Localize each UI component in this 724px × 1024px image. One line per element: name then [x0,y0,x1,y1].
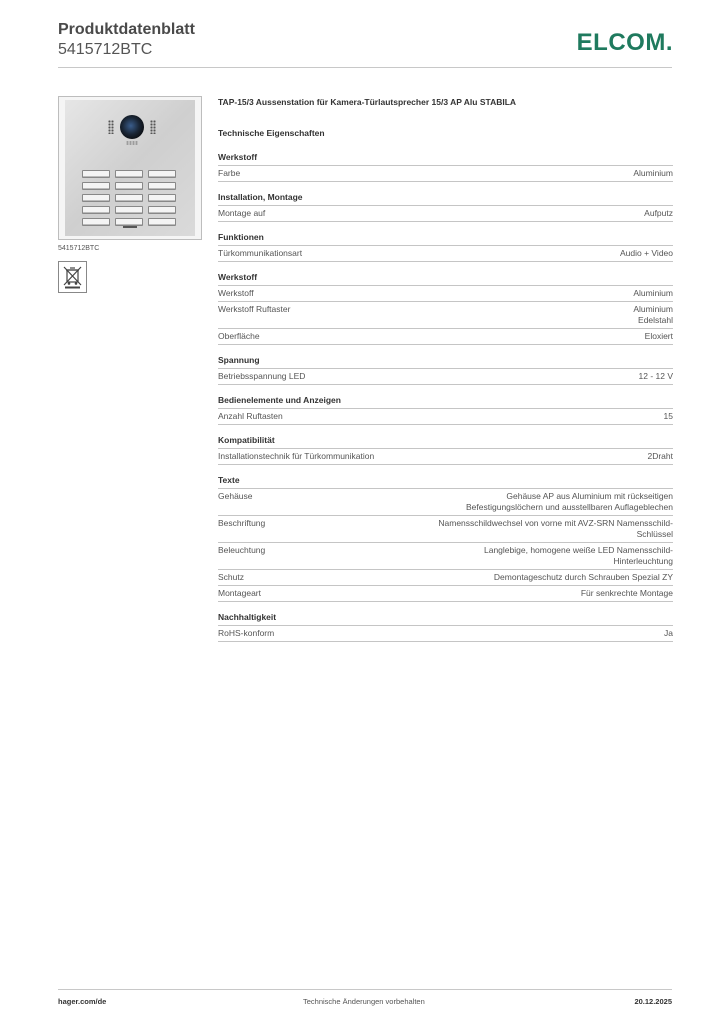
spec-value: Aluminium [633,168,673,178]
call-button-plate [115,218,143,226]
spec-label: Montage auf [218,208,266,218]
spec-label: Werkstoff [218,288,254,298]
call-button-plate [148,182,176,190]
spec-label: Beleuchtung [218,545,266,555]
spec-label: Betriebsspannung LED [218,371,306,381]
spec-section [218,395,673,425]
spec-section [218,612,673,642]
call-button-plate [115,194,143,202]
spec-section [218,192,673,222]
specification-column [218,96,673,642]
spec-label: Werkstoff Ruftaster [218,304,291,314]
call-button-plate [82,170,110,178]
footer-website[interactable]: hager.com/de [58,997,107,1006]
call-button-plate [148,170,176,178]
spec-row [218,570,673,586]
spec-sections [218,152,673,642]
spec-value: 12 - 12 V [638,371,673,381]
footer-date: 20.12.2025 [634,997,672,1006]
spec-value: Demontageschutz durch Schrauben Spezial ZY [493,572,673,582]
spec-section [218,435,673,465]
spec-row [218,369,673,385]
speaker-grille-right [150,120,156,134]
section-title: Bedienelemente und Anzeigen [218,395,673,409]
section-title: Texte [218,475,673,489]
footer-disclaimer: Technische Änderungen vorbehalten [303,997,425,1006]
spec-label: Farbe [218,168,241,178]
call-button-grid [82,170,176,226]
spec-value: Aluminium [633,288,673,298]
properties-heading: Technische Eigenschaften [218,128,325,138]
header-divider [58,67,672,68]
microphone-holes [126,141,138,145]
spec-row [218,449,673,465]
call-button-plate [82,206,110,214]
section-title: Kompatibilität [218,435,673,449]
spec-row [218,302,673,329]
section-title: Funktionen [218,232,673,246]
spec-label: Oberfläche [218,331,260,341]
spec-label: Gehäuse [218,491,253,501]
spec-section [218,355,673,385]
spec-label: RoHS-konform [218,628,275,638]
spec-value: 2Draht [647,451,673,461]
product-image [58,96,202,240]
panel-brand-mark [123,226,137,228]
call-button-plate [115,170,143,178]
spec-value: Eloxiert [644,331,673,341]
spec-row [218,286,673,302]
spec-label: Anzahl Ruftasten [218,411,283,421]
spec-value: Für senkrechte Montage [580,588,673,598]
spec-row [218,246,673,262]
elcom-logo: ELCOM. [576,29,673,56]
section-title: Spannung [218,355,673,369]
spec-row [218,489,673,516]
spec-value: Audio + Video [619,248,673,258]
spec-row [218,409,673,425]
spec-row [218,166,673,182]
call-button-plate [82,194,110,202]
camera-lens [120,115,144,139]
spec-value: Gehäuse AP aus Aluminium mit rückseitigen Befestigungslöchern und ausstellbaren Auflageblechen [466,491,673,512]
spec-row [218,626,673,642]
footer-divider [58,989,672,990]
spec-row [218,586,673,602]
spec-label: Schutz [218,572,244,582]
spec-section [218,152,673,182]
spec-value: Aufputz [644,208,673,218]
spec-value: Langlebige, homogene weiße LED Namensschild- Hinterleuchtung [484,545,673,566]
spec-value: Namensschildwechsel von vorne mit AVZ-SRN Namensschild- Schlüssel [438,518,673,539]
section-title: Nachhaltigkeit [218,612,673,626]
document-title: Produktdatenblatt [58,21,195,38]
section-title: Werkstoff [218,152,673,166]
spec-section [218,232,673,262]
spec-section [218,272,673,345]
spec-value: Aluminium Edelstahl [633,304,673,325]
call-button-plate [148,218,176,226]
section-title: Installation, Montage [218,192,673,206]
call-button-plate [148,194,176,202]
spec-row [218,516,673,543]
product-image-column [58,96,202,293]
spec-value: 15 [663,411,673,421]
spec-label: Installationstechnik für Türkommunikation [218,451,375,461]
article-number: 5415712BTC [58,41,153,58]
door-station-panel [65,100,195,236]
call-button-plate [148,206,176,214]
spec-section [218,475,673,602]
section-title: Werkstoff [218,272,673,286]
document-header [58,20,195,60]
call-button-plate [82,182,110,190]
spec-row [218,329,673,345]
product-title: TAP-15/3 Aussenstation für Kamera-Türlautsprecher 15/3 AP Alu STABILA [218,97,517,107]
spec-label: Türkommunikationsart [218,248,303,258]
call-button-plate [115,182,143,190]
image-caption: 5415712BTC [58,245,100,252]
call-button-plate [115,206,143,214]
call-button-plate [82,218,110,226]
speaker-grille-left [108,120,114,134]
spec-value: Ja [664,628,673,638]
spec-label: Beschriftung [218,518,266,528]
spec-row [218,543,673,570]
spec-label: Montageart [218,588,261,598]
spec-row [218,206,673,222]
weee-crossed-bin-icon [58,261,87,293]
